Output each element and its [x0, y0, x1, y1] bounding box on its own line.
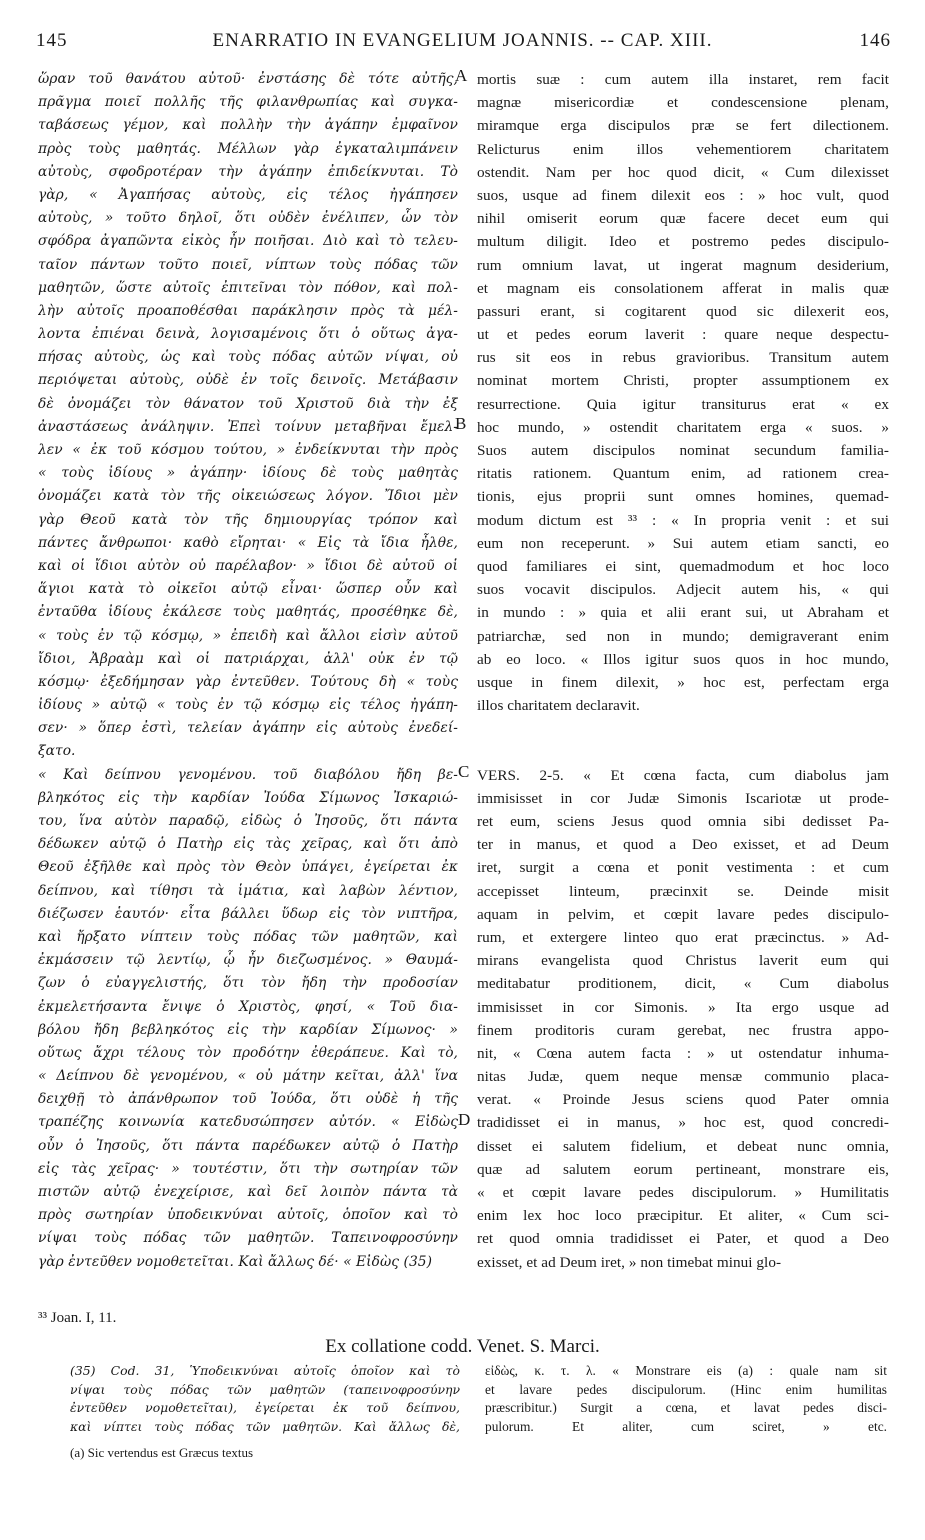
latin-text-line: « et cœpit lavare pedes discipulorum. » Humilitatis [477, 1184, 889, 1201]
greek-text-line: αὐτοὺς, σφοδροτέραν τὴν ἀγάπην ἐπιδείκνυται. Τὸ [38, 163, 458, 180]
greek-text-line: του, ἵνα αὐτὸν παραδῷ, εἰδὼς ὁ Ἰησοῦς, ὅτι πάντα [38, 813, 458, 829]
latin-text-line: verat. « Proinde Jesus sciens quod Pater omnia [477, 1091, 889, 1109]
collation-greek-line: καὶ νίπτει τοὺς πόδας τῶν μαθητῶν. Καὶ ἄλλως δὲ, [70, 1418, 460, 1434]
greek-text-line: καὶ οἱ ἴδιοι αὐτὸν οὐ παρέλαβον· » ἴδιοι δὲ αὐτοῦ οἱ [38, 557, 458, 574]
latin-text-line: miramque erga discipulos præ se fert dilectionem. [477, 117, 889, 135]
greek-text-line: ἐκμάσσειν τῷ λεντίῳ, ᾧ ἦν διεζωσμένος. » Θαυμά- [38, 952, 458, 969]
collation-greek-line: νίψαι τοὺς πόδας τῶν μαθητῶν (ταπεινοφροσύνην [70, 1381, 460, 1397]
greek-text-line: λοντα ἐπιέναι δεινὰ, λογισαμένοις ὅτι ὁ οὕτως ἀγα- [38, 326, 458, 343]
latin-text-line: et magnam eis consolationem afferat in malis quæ [477, 279, 889, 297]
greek-text-line: γὰρ Θεοῦ κατὰ τὸν τῆς δημιουργίας τρόπον καὶ [38, 511, 458, 528]
greek-text-line: « τοὺς ἰδίους » ἀγάπην· ἰδίους δὲ τοὺς μαθητὰς [38, 465, 458, 482]
greek-text-line: διέζωσεν ἑαυτόν· εἶτα βάλλει ὕδωρ εἰς τὸν νιπτῆρα, [38, 905, 458, 922]
greek-text-line: πιστῶν αὐτῷ ἐνεχείρισε, καὶ δεῖ λοιπὸν πάντα τὰ [38, 1184, 458, 1200]
footnote: ³³ Joan. I, 11. [38, 1310, 117, 1326]
latin-text-line: modum dictum est ³³ : « In propria venit : et sui [477, 511, 889, 529]
greek-text-line: ἐνταῦθα ἰδίους ἐκάλεσε τοὺς μαθητάς, προσέθηκε δὲ, [38, 604, 458, 621]
greek-text-line: γὰρ ἐντεῦθεν νομοθετεῖται. Καὶ ἄλλως δέ· « Εἰδὼς (35) [38, 1253, 433, 1270]
latin-text-line: ret quod omnia tradidisset ei Pater, et quod a Deo [477, 1230, 889, 1248]
latin-text-line: disset ei salutem fidelium, et debeat nunc omnia, [477, 1137, 889, 1155]
greek-text-line: δὲ ὀνομάζει τὸν θάνατον τοῦ Χριστοῦ διὰ τὴν ἐξ [38, 395, 458, 412]
running-title: ENARRATIO IN EVANGELIUM JOANNIS. -- CAP. XIII. [212, 30, 713, 51]
greek-text-line: ταβάσεως γέμον, καὶ πολλὴν τὴν ἀγάπην ἐμφαῖνον [38, 117, 458, 134]
collation-note: (a) Sic vertendus est Græcus textus [70, 1445, 254, 1460]
latin-text-line: iret, surgit a cœna et ponit vestimenta : et cum [477, 859, 889, 877]
collation-latin-line: præscribitur.) Surgit a cœna, et lavat pedes disci- [485, 1400, 887, 1415]
latin-text-line: ut et pedes eorum laverit : quare neque despectu- [477, 326, 889, 344]
latin-text-line: enim lex hoc loco præcipitur. Et aliter, « Cum sci- [477, 1207, 889, 1225]
greek-text-line: πρὸς σωτηρίαν ὑποδεικνύναι αὐτοῖς, ὁποῖον καὶ τὸ [38, 1207, 458, 1224]
greek-text-line: ἰδίους » αὐτῷ « τοὺς ἐν τῷ κόσμῳ εἰς τέλος ἠγάπη- [38, 697, 458, 714]
latin-text-line: patriarchæ, sed non in mundo; demigraverant enim [477, 627, 889, 645]
running-header [30, 30, 895, 58]
latin-text-line: multum diligit. Ideo et postremo pedes discipulo- [477, 233, 889, 251]
greek-text-line: « Δείπνου δὲ γενομένου, « οὐ μάτην κεῖται, ἀλλ' ἵνα [38, 1068, 458, 1085]
section-marker-d: D [458, 1110, 471, 1129]
latin-column [477, 68, 889, 1326]
section-marker-a: A [455, 66, 468, 85]
greek-text-line: πάντες ἄνθρωποι· καθὸ εἴρηται· « Εἰς τὰ ἴδια ἦλθε, [38, 534, 458, 551]
greek-text-line: σφόδρα ἀγαπῶντα εἰκὸς ἦν ποιῆσαι. Διὸ καὶ τὸ τελευ- [38, 233, 458, 250]
greek-text-line: δειχθῇ τὸ ἀπάνθρωπον τοῦ Ἰούδα, ὅτι οὐδὲ ἡ τῆς [38, 1091, 458, 1108]
latin-text-line: ostendit. Nam per hoc quod dicit, « Cum dilexisset [477, 163, 889, 181]
greek-text-line: δέδωκεν αὐτῷ ὁ Πατὴρ εἰς τὰς χεῖρας, καὶ ὅτι ἀπὸ [38, 836, 458, 853]
latin-text-line: aquam in pelvim, et cœpit lavare pedes discipulo- [477, 905, 889, 923]
latin-text-line: in mundo : » quia et alii erant sui, ut Abraham et [477, 604, 889, 622]
latin-text-line: passuri erant, si cogitarent quod sic dilexerit eos, [477, 302, 889, 320]
greek-text-line: ἅγιοι κατὰ τὸ οἰκεῖοι αὐτῷ εἶναι· ὥσπερ οὖν καὶ [38, 581, 458, 598]
collation-greek-column [70, 1362, 460, 1436]
greek-text-line: οὕτως ἄχρι τέλους τὸν προδότην ἐθεράπευε. Καὶ τὸ, [38, 1044, 458, 1061]
latin-text-line: ab eo loco. « Illos igitur suos quos in hoc mundo, [477, 650, 889, 668]
collation-greek-line: ἐντεῦθεν νομοθετεῖται), ἐγείρεται ἐκ τοῦ δείπνου, [70, 1400, 460, 1415]
greek-text-line: περιόψεται αὐτοὺς, οὐδὲ ἐν τοῖς δεινοῖς. Μετάβασιν [38, 372, 458, 389]
greek-text-line: κόσμῳ· ἐξεδήμησαν γὰρ ἐντεῦθεν. Τούτους δὴ « τοὺς [38, 673, 458, 690]
collation-latin-line: et lavare pedes discipulorum. (Hinc enim humilitas [485, 1381, 887, 1397]
latin-text-line: quæ ad salutem eorum pertineant, monstrare eis, [477, 1160, 889, 1178]
latin-text-line: mirans evangelista quod Christus laverit eum qui [477, 952, 889, 970]
greek-text-line: ταῖον πάντων τοῦτο ποιεῖ, νίπτων τοὺς πόδας τῶν [38, 256, 458, 273]
latin-text-line: immisisset in cor Simonis. » Ita ergo usque ad [477, 998, 889, 1016]
section-marker-c: C [458, 762, 470, 781]
latin-text-line: suos vocavit discipulos. Adjecit autem his, « qui [477, 581, 889, 599]
greek-text-line: αὐτοὺς, » τοῦτο δηλοῖ, ὅτι οὐδὲν ἐνέλιπεν, ὧν τὸν [38, 210, 458, 227]
latin-text-line: nihil omiserit eorum quæ facere decet eum qui [477, 210, 889, 228]
greek-text-line: πρὸς τοὺς μαθητάς. Μέλλων γὰρ ἐγκαταλιμπάνειν [38, 140, 458, 157]
greek-text-line: γὰρ, « Ἀγαπήσας αὐτοὺς, εἰς τέλος ἠγάπησεν [38, 186, 458, 203]
collation-latin-line: εἰδὼς, κ. τ. λ. « Monstrare eis (a) : quale nam sit [485, 1363, 887, 1378]
greek-text-line: « τοὺς ἐν τῷ κόσμῳ, » ἐπειδὴ καὶ ἄλλοι εἰσὶν αὐτοῦ [38, 627, 458, 644]
latin-text-line: tionis, ejus proprii sunt omnes homines, quemad- [477, 488, 889, 506]
latin-text-line [477, 717, 889, 740]
collation-greek-line: (35) Cod. 31, Ὑποδεικνύναι αὐτοῖς ὁποῖον καὶ τὸ [70, 1363, 460, 1378]
latin-text-line: finem proditoris curam gerebat, nec frustra appo- [477, 1021, 889, 1039]
latin-text-line: ter in manus, et quod a Deo exisset, et ad Deum [477, 836, 889, 854]
latin-text-line: accepisset linteum, præcinxit se. Deinde misit [477, 882, 889, 900]
latin-text-line: rus sit eos in rebus gravioribus. Transitum autem [477, 349, 889, 367]
greek-text-line: τραπέζης κοινωνία κατεδυσώπησεν αὐτόν. « Εἰδὼς [38, 1114, 458, 1131]
greek-text-line: λὴν αὐτοῖς προαποθέσθαι παράκλησιν πρὸς τὰ μέλ- [38, 302, 458, 319]
latin-text-line: exisset, et ad Deum iret, » non timebat minui glo- [477, 1253, 782, 1271]
greek-text-line: ὀνομάζει κατὰ τὸν τῆς οἰκειώσεως λόγον. Ἴδιοι μὲν [38, 488, 458, 505]
latin-text-line: tradidisset ei in manus, » hoc est, quod concredi- [477, 1114, 889, 1132]
page-number-right: 146 [859, 30, 891, 51]
greek-text-line: ξατο. [38, 743, 76, 760]
greek-column [38, 68, 458, 1326]
latin-text-line: ret eum, sciens Jesus quod omnia sibi dedisset Pa- [477, 813, 889, 830]
latin-text-line: nit, « Cœna autem facta : » ut ostendatur inhuma- [477, 1044, 889, 1062]
greek-text-line: νίψαι τοὺς πόδας τῶν μαθητῶν. Ταπεινοφροσύνην [38, 1230, 458, 1247]
latin-text-line: resurrectione. Quia igitur transiturus erat « ex [477, 395, 889, 413]
greek-text-line: « Καὶ δείπνου γενομένου. τοῦ διαβόλου ἤδη βε- [38, 766, 458, 783]
latin-text-line: Relicturus enim illos vehementiorem charitatem [477, 140, 889, 158]
greek-text-line: καὶ ἤρξατο νίπτειν τοὺς πόδας τῶν μαθητῶν, καὶ [38, 928, 458, 945]
greek-text-line: Θεοῦ ἐξῆλθε καὶ πρὸς τὸν Θεὸν ὑπάγει, ἐγείρεται ἐκ [38, 859, 458, 876]
greek-text-line: δείπνου, καὶ τίθησι τὰ ἱμάτια, καὶ λαβὼν λέντιον, [38, 882, 458, 899]
greek-text-line: πήσας αὐτοὺς, ὡς καὶ τοὺς πόδας αὐτῶν νίψαι, οὐ [38, 349, 458, 366]
greek-text-line: βληκότος εἰς τὴν καρδίαν Ἰούδα Σίμωνος Ἰσκαριώ- [38, 789, 458, 806]
greek-text-line: ζων ὁ εὐαγγελιστής, ὅτι τὸν ἤδη τὴν προδοσίαν [38, 975, 458, 992]
latin-text-line: rum omnium lavat, ut ingerat magnum desiderium, [477, 256, 889, 274]
greek-text-line: ἀναστάσεως ἀνάληψιν. Ἐπεὶ τοίνυν μεταβῆναι ἔμελ- [38, 418, 458, 435]
latin-text-line: meditabatur proditionem, dicit, « Cum diabolus [477, 975, 889, 993]
latin-text-line: usque in finem dilexit, » hoc est, perfectam erga [477, 673, 889, 691]
latin-text-line: eum non receperunt. » Sui autem etiam sancti, eo [477, 534, 889, 552]
greek-text-line: ἴδιοι, Ἀβραὰμ καὶ οἱ πατριάρχαι, ἀλλ' οὐκ ἐν τῷ [38, 650, 458, 667]
latin-text-line: VERS. 2-5. « Et cœna facta, cum diabolus jam [477, 766, 889, 784]
page-number-left: 145 [36, 30, 68, 51]
latin-text-line: mortis suæ : cum autem illa instaret, rem facit [477, 71, 889, 88]
greek-text-line: λεν « ἐκ τοῦ κόσμου τούτου, » ἐνδείκνυται τὴν πρὸς [38, 442, 458, 458]
latin-text-line: magnæ misericordiæ et condescensione plenam, [477, 94, 889, 112]
greek-text-line: μαθητῶν, ὥστε αὐτοῖς ἐπιτεῖναι τὸν πόθον, καὶ πολ- [38, 279, 458, 296]
latin-text-line: rum, et extergere linteo quo erat præcinctus. » Ad- [477, 928, 889, 946]
greek-text-line: εἰς τὰς χεῖρας· » τουτέστιν, ὅτι τὴν σωτηρίαν τῶν [38, 1160, 458, 1177]
latin-text-line: suos, usque ad finem dilexit eos : » hoc vult, quod [477, 186, 889, 204]
latin-text-line: immisisset in cor Judæ Simonis Iscariotæ ut prode- [477, 789, 889, 807]
collation-heading: Ex collatione codd. Venet. S. Marci. [325, 1336, 600, 1357]
latin-text-line: Suos autem discipulos nominat secundum familia- [477, 442, 889, 459]
collation-latin-line: pulorum. Et aliter, cum sciret, » etc. [485, 1418, 887, 1434]
greek-text-line: σεν· » ὅπερ ἐστὶ, τελείαν ἀγάπην εἰς αὐτοὺς ἐνεδεί- [38, 720, 458, 737]
latin-text-line: nominat mortem Christi, propter assumptionem ex [477, 372, 889, 390]
greek-text-line: ἐκμελετήσαντα ἔνιψε ὁ Χριστὸς, φησί, « Τοῦ δια- [38, 998, 458, 1015]
section-marker-b: B [455, 414, 467, 433]
latin-text-line: nitas Judæ, quem neque mensæ communio placa- [477, 1068, 889, 1086]
collation-latin-column [485, 1362, 887, 1436]
greek-text-line: πρᾶγμα ποιεῖ πολλῆς τῆς φιλανθρωπίας καὶ συγκα- [38, 94, 458, 111]
latin-text-line: hoc mundo, » ostendit charitatem erga « suos. » [477, 418, 889, 436]
greek-text-line: ὥραν τοῦ θανάτου αὐτοῦ· ἐνστάσης δὲ τότε αὐτῆς, [38, 71, 458, 87]
greek-text-line: βόλου ἤδη βεβληκότος εἰς τὴν καρδίαν Σίμωνος· » [38, 1021, 458, 1038]
latin-text-line: ritatis rationem. Quantum enim, ad rationem crea- [477, 465, 889, 483]
latin-text-line: illos charitatem declaravit. [477, 697, 640, 715]
latin-text-line: quod familiares ei sint, quemadmodum et hoc loco [477, 557, 889, 575]
greek-text-line: οὖν ὁ Ἰησοῦς, ὅτι πάντα παρέδωκεν αὐτῷ ὁ Πατὴρ [38, 1137, 458, 1154]
latin-text-line [477, 740, 889, 763]
